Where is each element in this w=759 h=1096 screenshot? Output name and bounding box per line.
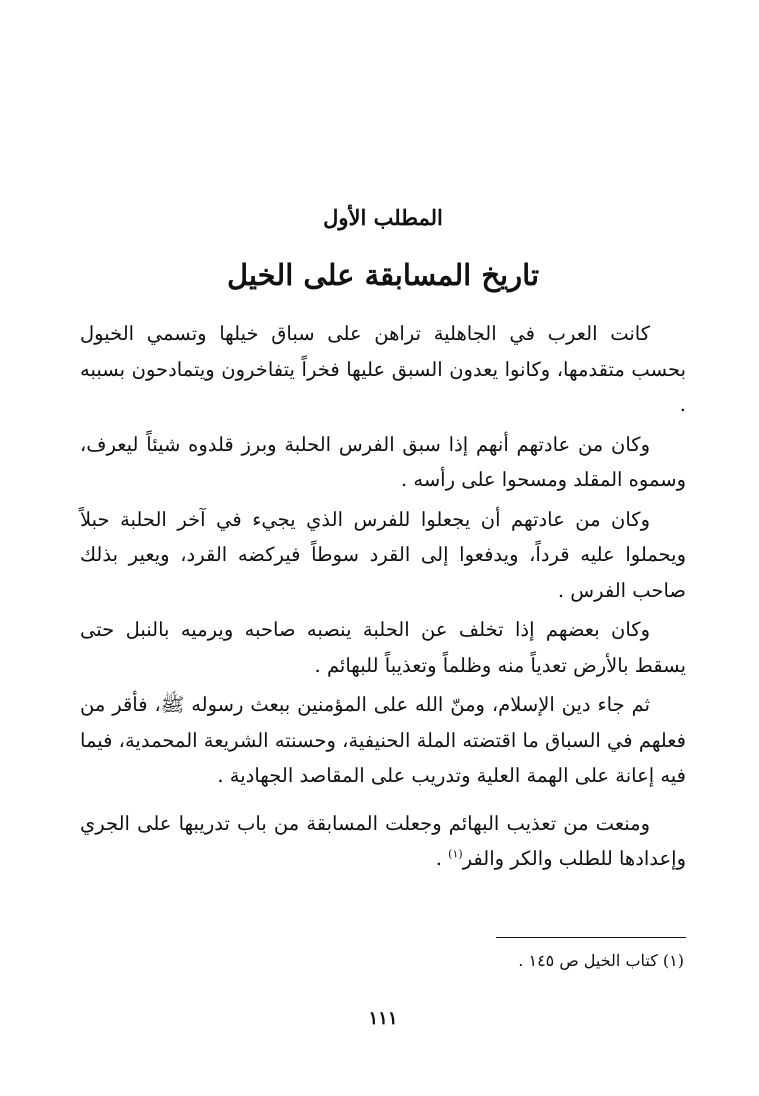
paragraph: ثم جاء دين الإسلام، ومنّ الله على المؤمنين ببعث رسوله ﷺ، فأقر من فعلهم في السباق ما اقتضته الملة الحنيفية، وحسنته الشريعة المحمدية، فيما فيه إعانة على الهمة العلية وتدريب على المقاصد الجهادية . — [80, 693, 686, 787]
paragraph-last-end: . — [435, 847, 449, 870]
footnote: (١) كتاب الخيل ص ١٤٥ . — [518, 951, 684, 970]
paragraph-last-text: ومنعت من تعذيب البهائم وجعلت المسابقة من باب تدريبها على الجري وإعدادها للطلب والكر والفر — [80, 811, 686, 870]
page-number: ١١١ — [368, 1008, 398, 1029]
paragraph-last — [80, 806, 686, 877]
paragraph: وكان من عادتهم أنهم إذا سبق الفرس الحلبة وبرز قلدوه شيئاً ليعرف، وسموه المقلد ومسحوا على رأسه . — [80, 432, 686, 491]
footnote-divider — [496, 937, 686, 938]
footnote-marker: (١) — [448, 847, 463, 861]
book-page — [80, 0, 686, 1096]
section-subheading: المطلب الأول — [323, 205, 443, 230]
paragraph: وكان من عادتهم أن يجعلوا للفرس الذي يجيء في آخر الحلبة حبلاً ويحملوا عليه قرداً، ويدفعوا إلى القرد سوطاً فيركضه القرد، ويعير بذلك صاحب الفرس . — [80, 507, 686, 602]
paragraph: وكان بعضهم إذا تخلف عن الحلبة ينصبه صاحبه ويرميه بالنبل حتى يسقط بالأرض تعدياً منه وظلماً وتعذيباً للبهائم . — [80, 618, 686, 677]
paragraph: كانت العرب في الجاهلية تراهن على سباق خيلها وتسمي الخيول بحسب متقدمها، وكانوا يعدون السبق عليها فخراً يتفاخرون ويتمادحون بسببه . — [80, 322, 686, 416]
section-heading: تاريخ المسابقة على الخيل — [226, 258, 540, 292]
body-text — [80, 316, 686, 881]
